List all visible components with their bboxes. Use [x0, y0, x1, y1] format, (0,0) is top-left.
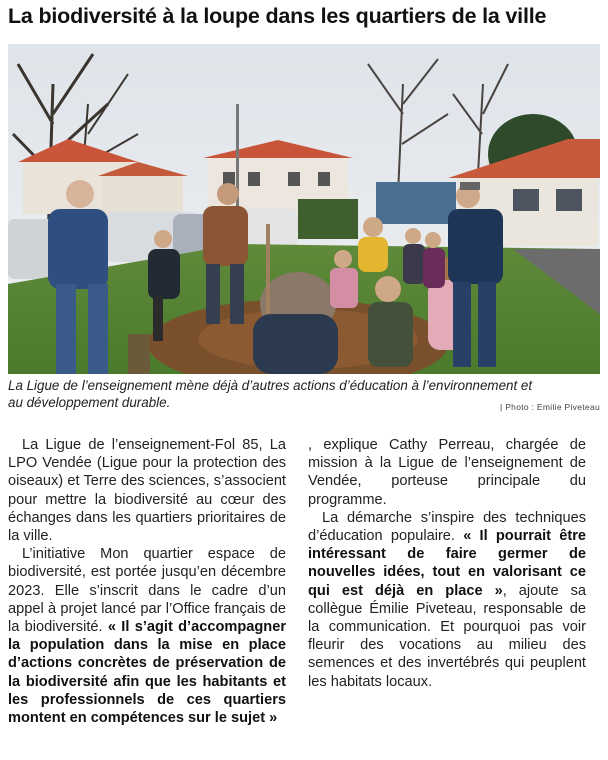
- wooden-stake: [266, 224, 270, 314]
- hedge: [298, 199, 358, 239]
- article-headline: La biodiversité à la loupe dans les quartiers de la ville: [8, 4, 547, 28]
- paragraph-demarche-text: La démarche s’inspire des techniques d’éducation populaire.: [308, 509, 586, 545]
- garden-scene-illustration: [8, 44, 600, 374]
- paragraph-attribution: [308, 436, 586, 509]
- paragraph-attribution-text: , explique Cathy Perreau, chargée de mission à la Ligue de l’enseignement de Vendée, porteuse principale du programme.: [308, 437, 586, 508]
- paragraph-initiative: [8, 545, 286, 727]
- paragraph-intro: La Ligue de l’enseignement-Fol 85, La LPO Vendée (Ligue pour la protection des oiseaux) et Terre des sciences, s’associent pour mettre la biodiversité au cœur des échanges dans les quartiers prioritaires de la ville.: [8, 437, 286, 545]
- article-photo: [8, 44, 600, 374]
- quote-cathy-perreau: « Il s’agit d’accompagner la population dans la mise en place d’actions concrètes de préservation de la biodiversité afin que les habitants et les professionnels de ces quartiers montent en compétences sur le sujet »: [8, 619, 286, 727]
- article-column-right: [308, 436, 586, 691]
- paragraph-demarche: [308, 509, 586, 691]
- quote-emilie-piveteau: « Il pourrait être intéressant de faire germer de nouvelles idées, tout en valorisant ce qui est déjà en place »: [308, 528, 587, 599]
- blue-container: [376, 182, 456, 224]
- paragraph-initiative-text: L’initiative Mon quartier espace de biodiversité, est portée jusqu’en décembre 2023. Elle s’inscrit dans le cadre d’un appel à projet lancé par l’Office français de la biodiversité.: [8, 546, 286, 636]
- paragraph-demarche-tail: , ajoute sa collègue Émilie Piveteau, responsable de la communication. Et pourquoi pas voir fleurir des vocations au milieu des semences et des invertébrés qui peuplent les habitats locaux.: [308, 582, 586, 690]
- article-column-left: [8, 436, 286, 727]
- photo-caption: La Ligue de l’enseignement mène déjà d’autres actions d’éducation à l’environnement et au développement durable.: [8, 378, 533, 410]
- photo-credit: | Photo : Emilie Piveteau: [500, 402, 600, 412]
- child-fur-hood: [253, 272, 338, 374]
